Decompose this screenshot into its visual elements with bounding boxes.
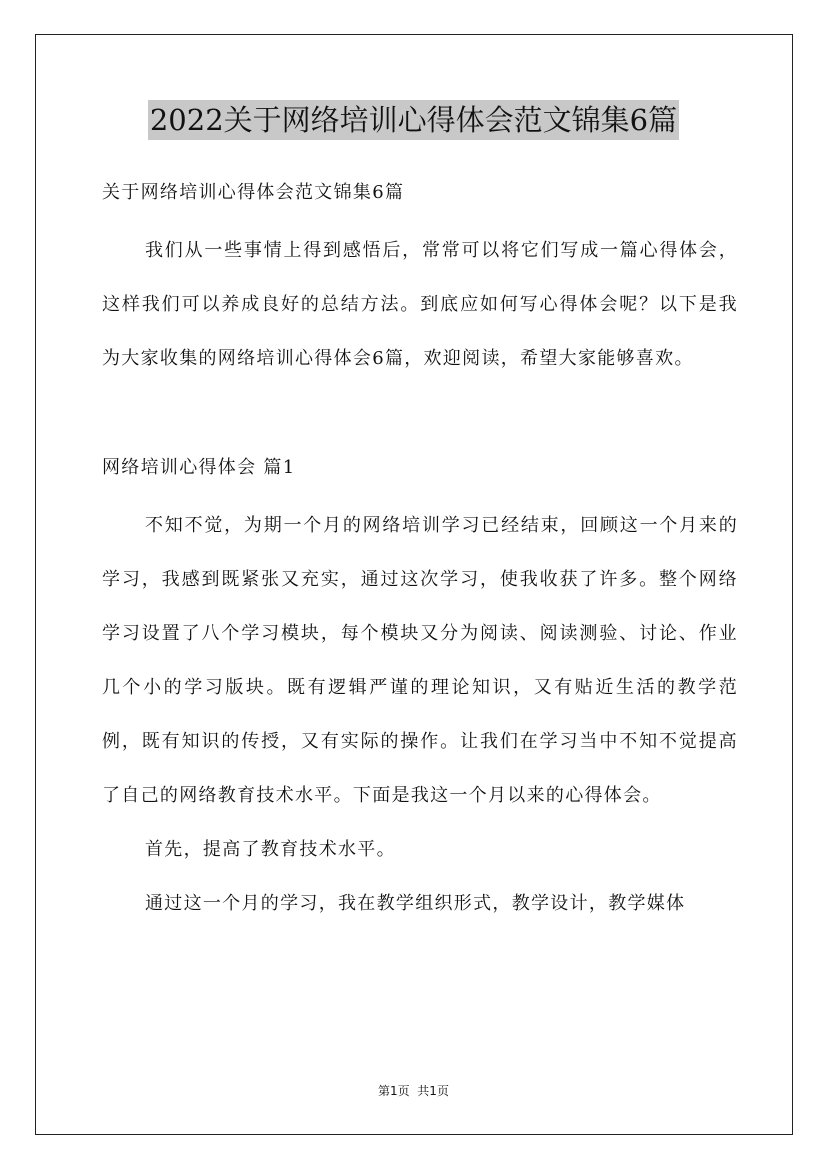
document-subtitle: 关于网络培训心得体会范文锦集6篇 <box>102 182 405 203</box>
intro-paragraph: 我们从一些事情上得到感悟后，常常可以将它们写成一篇心得体会，这样我们可以养成良好的总结方法。到底应如何写心得体会呢？以下是我为大家收集的网络培训心得体会6篇，欢迎阅读，希望大家能够喜欢。 <box>102 240 738 369</box>
document-body <box>102 173 738 931</box>
section-paragraph-3: 通过这一个月的学习，我在教学组织形式，教学设计，教学媒体 <box>145 893 686 914</box>
title-container <box>0 100 827 140</box>
page-number-label: 第1页 共1页 <box>378 1084 449 1098</box>
page-footer <box>0 1082 827 1099</box>
section-heading: 网络培训心得体会 篇1 <box>102 457 296 478</box>
section-paragraph-2: 首先，提高了教育技术水平。 <box>145 839 396 860</box>
section-paragraph-1: 不知不觉，为期一个月的网络培训学习已经结束，回顾这一个月来的学习，我感到既紧张又充实，通过这次学习，使我收获了许多。整个网络学习设置了八个学习模块，每个模块又分为阅读、阅读测验、讨论、作业几个小的学习版块。既有逻辑严谨的理论知识，又有贴近生活的教学范例，既有知识的传授，又有实际的操作。让我们在学习当中不知不觉提高了自己的网络教育技术水平。下面是我这一个月以来的心得体会。 <box>102 515 738 806</box>
document-title: 2022关于网络培训心得体会范文锦集6篇 <box>148 100 679 140</box>
